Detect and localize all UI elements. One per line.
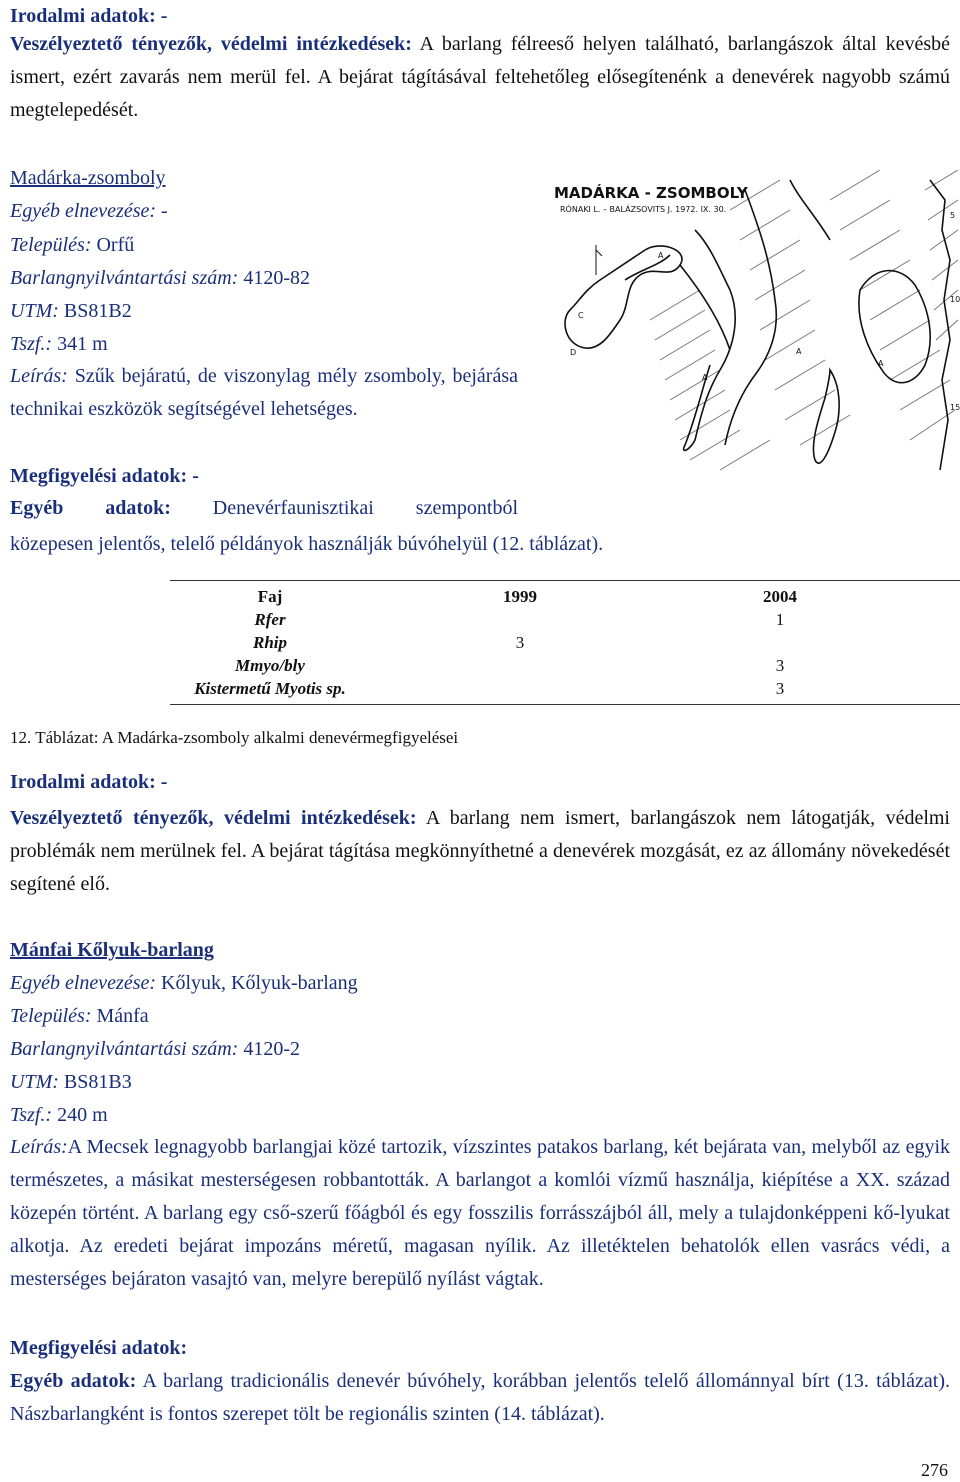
table1-bottom-rule: [170, 704, 960, 705]
cave-map-figure: [530, 170, 960, 500]
table-row: [170, 631, 890, 654]
svg-text:10: 10: [950, 295, 960, 304]
cave2-leiras: Leírás:A Mecsek legnagyobb barlangjai közé tartozik, vízszintes patakos barlang, két bejárata van, melyből az egyik természetes, a másikat mesterségesen robbantották. A barlangot a komlói vízmű használja, kiépítése a XX. század közepén történt. A barlang egy cső-szerű főágból és egy fosszilis forrásszájból áll, mely a tulajdonképpeni kő-lyukat alkotja. Az eredeti bejárat impozáns méretű, magasan nyílik. Az illetéktelen behatolók ellen vasrács védi, a mesterséges bejáraton vasajtó van, melyre berepülő nyílást vágtak.: [10, 1136, 950, 1290]
cave2-megfigyelesi: Megfigyelési adatok:: [10, 1337, 188, 1359]
svg-text:D: D: [570, 348, 577, 357]
map-north-arrow: [596, 245, 602, 275]
svg-text:A: A: [878, 359, 884, 368]
cave1-telepules: Település: Orfű: [10, 234, 135, 256]
table-cell: 3: [515, 633, 525, 652]
cave1-megfigyelesi: Megfigyelési adatok: -: [10, 465, 199, 487]
veszely-paragraph-mid: Veszélyeztető tényezők, védelmi intézkedések: A barlang nem ismert, barlangászok nem látogatják, védelmi problémák nem merülnek fel. A bejárat tágítása megkönnyíthetné a denevérek mozgását, ez az állomány növekedését segítené elő.: [10, 807, 950, 895]
svg-text:A: A: [658, 251, 664, 260]
cave1-title: Madárka-zsomboly: [10, 167, 166, 189]
cave1-tszf: Tszf.: 341 m: [10, 333, 108, 355]
map-outline: [565, 180, 950, 470]
table-cell: [370, 654, 670, 677]
svg-text:15: 15: [950, 403, 960, 412]
irodalmi-adatok-top: Irodalmi adatok: -: [10, 5, 168, 27]
svg-text:A: A: [796, 347, 802, 356]
cave2-tszf: Tszf.: 240 m: [10, 1104, 108, 1126]
map-subtitle: RÓNAKI L. – BALÁZSOVITS J. 1972. IX. 30.: [560, 205, 727, 214]
species-cell: Kistermetű Myotis sp.: [194, 679, 346, 698]
table-cell: [370, 608, 670, 631]
irodalmi-adatok-mid: Irodalmi adatok: -: [10, 771, 168, 793]
svg-text:C: C: [578, 311, 584, 320]
table-row: [170, 608, 890, 631]
cave1-egyeb-elnevezes: Egyéb elnevezése: -: [10, 200, 168, 222]
page-number: 276: [921, 1460, 948, 1480]
map-title: MADÁRKA - ZSOMBOLY: [554, 184, 748, 202]
table1-caption: 12. Táblázat: A Madárka-zsomboly alkalmi denevérmegfigyelései: [10, 728, 459, 747]
species-cell: Mmyo/bly: [235, 656, 305, 675]
table-cell: 3: [775, 656, 785, 675]
table1: [170, 585, 890, 700]
svg-text:5: 5: [950, 211, 956, 220]
map-hatching: [650, 170, 958, 470]
cave2-egyeb-elnevezes: Egyéb elnevezése: Kőlyuk, Kőlyuk-barlang: [10, 972, 358, 994]
table-cell: [670, 631, 890, 654]
svg-text:A: A: [702, 373, 708, 382]
table1-top-rule: [170, 580, 960, 581]
cave2-egyeb-adatok: Egyéb adatok: A barlang tradicionális denevér búvóhely, korábban jelentős telelő állománnyal bírt (13. táblázat). Nászbarlangként is fontos szerepet tölt be regionális szinten (14. táblázat).: [10, 1370, 950, 1425]
cave2-title: Mánfai Kőlyuk-barlang: [10, 939, 214, 961]
cave1-kataszter: Barlangnyilvántartási szám: 4120-82: [10, 267, 311, 289]
cave2-telepules: Település: Mánfa: [10, 1005, 149, 1027]
cave1-egyeb-adatok: Egyéb adatok: Denevérfaunisztikai szempontból: [10, 497, 518, 519]
table1-header-cell: 1999: [503, 587, 537, 606]
cave1-leiras: Leírás: Szűk bejáratú, de viszonylag mély zsomboly, bejárása technikai eszközök segítségével lehetséges.: [10, 365, 518, 420]
map-letters: [570, 211, 960, 412]
species-cell: Rhip: [252, 633, 288, 652]
table-cell: 3: [775, 679, 785, 698]
table1-header-row: [170, 585, 890, 608]
table1-header-cell: 2004: [763, 587, 797, 606]
species-cell: Rfer: [254, 610, 286, 629]
veszely-text: A barlang félreeső helyen található, barlangászok által kevésbé ismert, ezért zavarás nem merül fel. A bejárat tágításával feltehetőleg elősegítenénk a denevérek nagyobb számú megtelepedését.: [10, 33, 950, 121]
table1-header-cell: Faj: [257, 587, 283, 606]
cave2-kataszter: Barlangnyilvántartási szám: 4120-2: [10, 1038, 301, 1060]
table-row: [170, 654, 890, 677]
table-cell: [370, 677, 670, 700]
veszely-paragraph-top: [10, 28, 950, 127]
cave1-utm: UTM: BS81B2: [10, 300, 132, 322]
cave2-utm: UTM: BS81B3: [10, 1071, 132, 1093]
table-cell: 1: [775, 610, 785, 629]
table-row: [170, 677, 890, 700]
veszely-label: Veszélyeztető tényezők, védelmi intézkedések:: [10, 33, 412, 55]
cave1-egyeb-adatok-cont: közepesen jelentős, telelő példányok használják búvóhelyül (12. táblázat).: [10, 533, 604, 555]
